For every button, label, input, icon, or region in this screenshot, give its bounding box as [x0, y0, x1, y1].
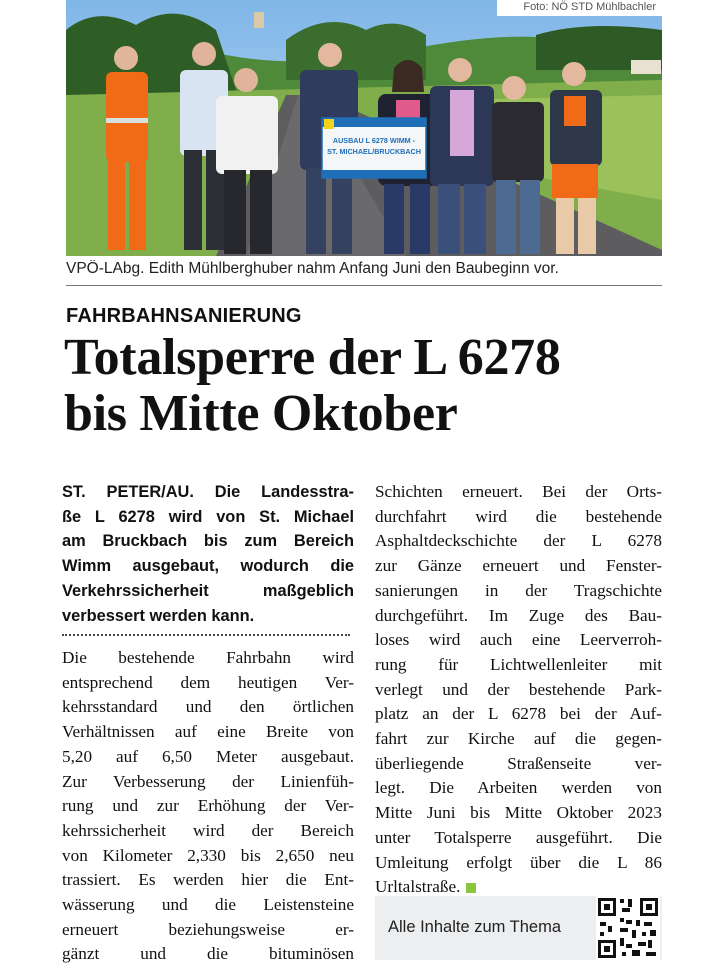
body-line: Verhältnissen auf eine Breite von — [62, 722, 354, 742]
dotted-divider — [62, 634, 350, 636]
body-line: entsprechend dem heutigen Ver- — [62, 672, 354, 692]
photo-caption: VPÖ-LAbg. Edith Mühlberghuber nahm Anfang Juni den Baubeginn vor. — [66, 260, 559, 277]
body-line: fahrt zur Kirche auf die gegen- — [375, 729, 662, 749]
body-line: Urltalstraße. — [375, 877, 461, 897]
lead-line: Wimm ausgebaut, wodurch die — [62, 557, 354, 576]
body-line: Zur Verbesserung der Linienfüh- — [62, 771, 354, 791]
lead-line: ST. PETER/AU. Die Landesstra- — [62, 483, 354, 501]
divider — [66, 285, 662, 286]
end-mark-icon — [466, 883, 476, 893]
body-line: erneuert beziehungsweise er- — [62, 919, 354, 939]
body-line: kehrssicherheit wird der Bereich — [62, 820, 354, 840]
body-line: Umleitung erfolgt über die L 86 — [375, 852, 662, 872]
body-line: sanierungen in der Tragschichte — [375, 580, 662, 600]
headline-line: Totalsperre der L 6278 — [64, 329, 561, 386]
body-line: legt. Die Arbeiten werden von — [375, 778, 662, 798]
photo-credit: Foto: NÖ STD Mühlbachler — [497, 0, 662, 16]
body-line: durchfahrt wird die bestehende — [375, 506, 662, 526]
body-line: loses wird auch eine Leerverroh- — [375, 630, 662, 650]
lead-line: ße L 6278 wird von St. Michael — [62, 507, 354, 526]
qr-code-icon[interactable] — [596, 896, 660, 960]
article-kicker: FAHRBAHNSANIERUNG — [66, 305, 302, 327]
body-line: 5,20 auf 6,50 Meter ausgebaut. — [62, 746, 354, 766]
body-line: Schichten erneuert. Bei der Orts- — [375, 482, 662, 501]
article-lead — [62, 480, 354, 628]
construction-sign — [322, 118, 426, 178]
body-line: platz an der L 6278 bei der Auf- — [375, 704, 662, 724]
body-line: unter Totalsperre ausgeführt. Die — [375, 827, 662, 847]
body-line: durchgeführt. Im Zuge des Bau- — [375, 605, 662, 625]
lead-line: verbessert werden kann. — [62, 606, 255, 625]
article-body-col2 — [375, 480, 662, 900]
sign-line-1: AUSBAU L 6278 WIMM - — [332, 136, 416, 145]
lead-line: am Bruckbach bis zum Bereich — [62, 532, 354, 551]
lead-line: Verkehrssicherheit maßgeblich — [62, 581, 354, 600]
body-line: Mitte Juni bis Mitte Oktober 2023 — [375, 803, 662, 823]
body-line: überliegende Straßenseite ver- — [375, 753, 662, 773]
body-line: rung für Lichtwellenleiter mit — [375, 654, 662, 674]
body-line: wässerung und die Leistensteine — [62, 895, 354, 915]
sign-line-2: ST. MICHAEL/BRUCKBACH — [327, 147, 421, 156]
body-line: von Kilometer 2,330 bis 2,650 neu — [62, 845, 354, 865]
headline-line: bis Mitte Oktober — [64, 385, 458, 442]
article-body-col1 — [62, 646, 354, 967]
body-line: rung und zur Erhöhung der Ver- — [62, 796, 354, 816]
body-line: zur Gänze erneuert und Fenster- — [375, 556, 662, 576]
body-line: Asphaltdeckschichte der L 6278 — [375, 531, 662, 551]
body-line: kehrsstandard und den örtlichen — [62, 697, 354, 717]
body-line: Die bestehende Fahrbahn wird — [62, 648, 354, 667]
article-photo — [66, 0, 662, 256]
related-topics-label: Alle Inhalte zum Thema — [388, 918, 562, 936]
body-line: verlegt und der bestehende Park- — [375, 679, 662, 699]
body-line: gänzt und die bituminösen — [62, 944, 354, 964]
body-line: trassiert. Es werden hier die Ent- — [62, 870, 354, 890]
article-headline — [64, 330, 684, 442]
